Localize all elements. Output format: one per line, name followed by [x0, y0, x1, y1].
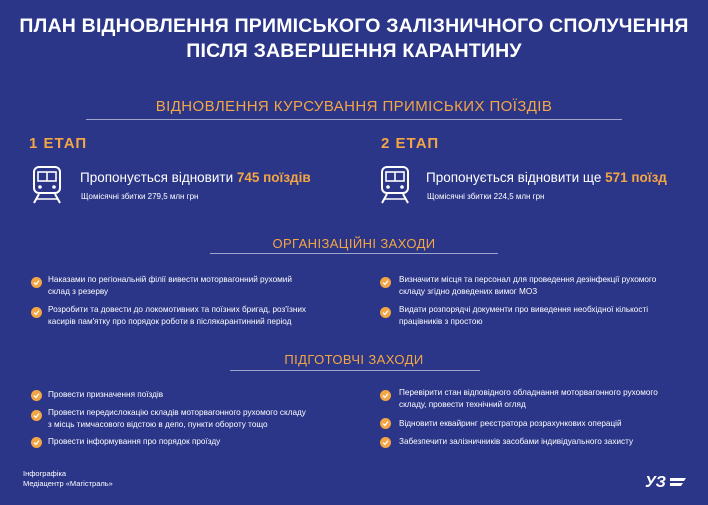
restore-section-heading: ВІДНОВЛЕННЯ КУРСУВАННЯ ПРИМІСЬКИХ ПОЇЗДІВ	[155, 98, 553, 115]
check-icon	[380, 307, 391, 318]
prep-item-left-2: Провести передислокацію складів моторвагонного рухомого складу з місць тимчасового відстою в депо, пункти обороту тощо	[48, 408, 306, 429]
prep-item-right-2: Відновити еквайринг реєстратора розрахункових операцій	[399, 419, 622, 428]
check-icon	[31, 277, 42, 288]
org-item-right-1: Визначити місця та персонал для проведення дезінфекції рухомого складу згідно доведених вимог МОЗ	[399, 275, 657, 296]
org-section-divider	[210, 253, 498, 254]
org-item-right-2: Видати розпорядчі документи про виведення необхідної кількості працівників з простою	[399, 305, 649, 326]
prep-item-left-1: Провести призначення поїздів	[48, 390, 164, 399]
prep-item-right-1: Перевірити стан відповідного обладнання моторвагонного рухомого складу, провести технічний огляд	[399, 388, 658, 409]
check-icon	[31, 390, 42, 401]
svg-text:УЗ: УЗ	[645, 474, 666, 490]
stage-2-label: 2 ЕТАП	[381, 135, 440, 152]
stage-2-offer-prefix: Пропонується відновити ще	[426, 170, 602, 185]
stage-2-offer	[426, 170, 667, 185]
prep-item-left-3: Провести інформування про порядок проїзду	[48, 437, 221, 446]
prep-section-divider	[230, 370, 480, 371]
footer-credits	[23, 469, 113, 489]
stage-2-loss: Щомісячні збитки 224,5 млн грн	[427, 192, 545, 201]
footer-line-2: Медіацентр «Магістраль»	[23, 479, 113, 488]
check-icon	[380, 418, 391, 429]
check-icon	[31, 410, 42, 421]
stage-1-loss: Щомісячні збитки 279,5 млн грн	[81, 192, 199, 201]
page-title	[0, 14, 708, 64]
org-section-heading: ОРГАНІЗАЦІЙНІ ЗАХОДИ	[272, 236, 436, 251]
uz-logo-icon	[645, 472, 687, 490]
train-icon	[378, 165, 412, 205]
check-icon	[380, 390, 391, 401]
stage-1-offer-value: 745 поїздів	[236, 170, 311, 185]
stage-1-label: 1 ЕТАП	[29, 135, 88, 152]
restore-section-divider	[86, 119, 622, 120]
stage-1-offer-prefix: Пропонується відновити	[80, 170, 234, 185]
footer-line-1: Інфографіка	[23, 469, 67, 478]
check-icon	[31, 307, 42, 318]
train-icon	[30, 165, 64, 205]
stage-2-offer-value: 571 поїзд	[605, 170, 667, 185]
org-item-left-2: Розробити та довести до локомотивних та поїзних бригад, роз'їзних касирів пам'ятку про порядок роботи в післякарантинний період	[48, 305, 307, 326]
prep-item-right-3: Забезпечити залізничників засобами індивідуального захисту	[399, 437, 634, 446]
check-icon	[31, 437, 42, 448]
org-item-left-1: Наказами по регіональній філії вивести моторвагонний рухомий склад з резерву	[48, 275, 292, 296]
prep-section-heading: ПІДГОТОВЧІ ЗАХОДИ	[284, 352, 424, 367]
check-icon	[380, 437, 391, 448]
title-line-2: ПІСЛЯ ЗАВЕРШЕННЯ КАРАНТИНУ	[186, 40, 522, 62]
check-icon	[380, 277, 391, 288]
stage-1-offer	[80, 170, 311, 185]
title-line-1: ПЛАН ВІДНОВЛЕННЯ ПРИМІСЬКОГО ЗАЛІЗНИЧНОГО СПОЛУЧЕННЯ	[19, 15, 689, 37]
